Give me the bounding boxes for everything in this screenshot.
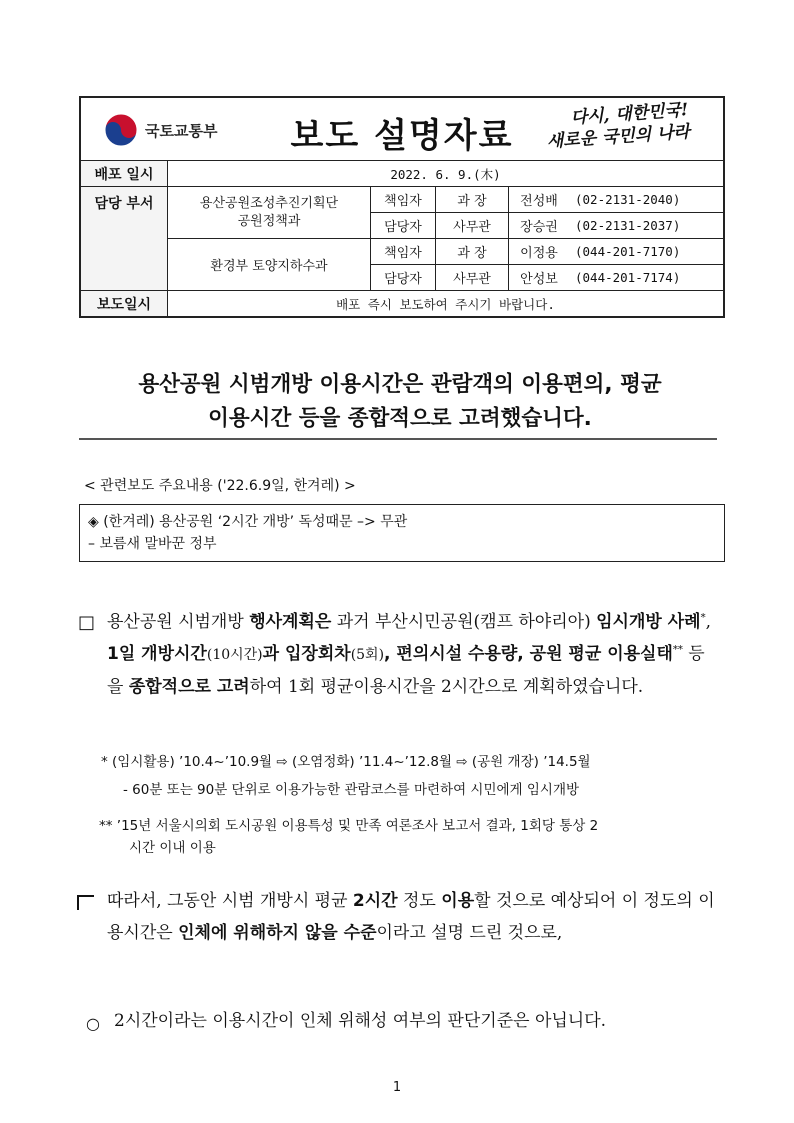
dept1-name [168,187,371,239]
footnote-mark: ** [672,644,683,656]
date-row [81,161,723,187]
release-row [81,291,723,317]
headline-divider [79,438,717,440]
corner-bullet-icon [77,895,94,910]
related-box-line-2: – 보름새 말바꾼 정부 [88,536,217,552]
bold-text: 2시간 [352,891,398,911]
footnote-2-line-2: 시간 이내 이용 [129,840,216,856]
person-name: 안성보 [509,265,570,291]
phone: (02-2131-2037) [569,213,723,239]
text: 하여 1회 평균이용시간을 2시간으로 계획하였습니다. [249,677,644,697]
text: 정도 [397,891,442,911]
paragraph-2 [107,885,719,949]
dept-label: 담당 부서 [81,187,168,291]
person-name: 이정용 [509,239,570,265]
release-label: 보도일시 [81,291,168,317]
page-number: 1 [392,1080,402,1095]
position: 사무관 [436,213,509,239]
text: 따라서, 그동안 시범 개방시 평균 [107,891,353,911]
related-news-box [79,504,725,562]
press-header-box [79,96,725,318]
footnote-1: * (임시활용) ’10.4~’10.9월 ⇨ (오염정화) ’11.4~’12.8월 ⇨ (공원 개장) ’14.5월 [101,754,591,770]
bold-text: 과 입장회차 [262,644,351,664]
bold-text: 이용 [441,891,475,911]
slogan-line-1: 다시, 대한민국! [569,100,689,129]
bold-text: 인체에 위해하지 않을 수준 [178,923,377,943]
release-value: 배포 즉시 보도하여 주시기 바랍니다. [168,291,724,317]
related-box-line-1: ◈ (한겨레) 용산공원 ‘2시간 개방’ 독성때문 –> 무관 [88,514,408,530]
footnote-2-line-1: ** ’15년 서울시의회 도시공원 이용특성 및 만족 여론조사 보고서 결과, 1회당 통상 2 [99,818,599,834]
text: (10시간) [206,647,263,663]
footnote-1-detail: - 60분 또는 90분 단위로 이용가능한 관람코스를 마련하여 시민에게 임시개방 [123,782,580,798]
dept1-row-1 [81,187,723,213]
footnote-2 [99,815,719,859]
role: 담당자 [371,265,436,291]
person-name: 장승권 [509,213,570,239]
role: 책임자 [371,187,436,213]
bold-text: , 편의시설 수용량, 공원 평균 이용실태 [384,644,673,664]
text: 용산공원 시범개방 [107,612,250,632]
slogan-line-2: 새로운 국민의 나라 [546,122,691,152]
related-heading: < 관련보도 주요내용 ('22.6.9일, 한겨레) > [84,478,356,494]
circle-bullet-icon: ○ [86,1014,100,1033]
phone: (02-2131-2040) [569,187,723,213]
headline [79,368,721,436]
bold-text: 임시개방 사례 [596,612,701,632]
position: 과 장 [436,239,509,265]
text: 등을 [107,644,705,697]
phone: (044-201-7174) [569,265,723,291]
role: 책임자 [371,239,436,265]
paragraph-3: 2시간이라는 이용시간이 인체 위해성 여부의 판단기준은 아닙니다. [114,1011,607,1031]
dept1-name-line-2: 공원정책과 [237,213,301,229]
dept2-row-1 [81,239,723,265]
text: 할 것으로 예상되어 이 정도의 이용시간은 [107,891,715,943]
text: 과거 부산시민공원(캠프 하야리아) [331,612,597,632]
header-top [81,98,723,161]
bold-text: 종합적으로 고려 [128,677,250,697]
date-value: 2022. 6. 9.(木) [168,161,724,187]
date-label: 배포 일시 [81,161,168,187]
document-title: 보도 설명자료 [290,116,514,156]
dept1-name-line-1: 용산공원조성추진기획단 [199,195,339,211]
person-name: 전성배 [509,187,570,213]
info-table [81,161,723,316]
text: (5회) [350,647,385,663]
text: , [705,612,711,632]
dept2-name: 환경부 토양지하수과 [168,239,371,291]
footnote-mark: * [700,612,706,624]
headline-line-2: 이용시간 등을 종합적으로 고려했습니다. [208,406,592,431]
position: 과 장 [436,187,509,213]
headline-line-1: 용산공원 시범개방 이용시간은 관람객의 이용편의, 평균 [138,372,662,397]
phone: (044-201-7170) [569,239,723,265]
position: 사무관 [436,265,509,291]
role: 담당자 [371,213,436,239]
paragraph-1 [107,606,719,703]
square-bullet-icon: □ [78,612,96,633]
bold-text: 1일 개방시간 [107,644,207,664]
text: 이라고 설명 드린 것으로, [376,923,563,943]
ministry-name: 국토교통부 [145,121,218,140]
bold-text: 행사계획은 [249,612,332,632]
